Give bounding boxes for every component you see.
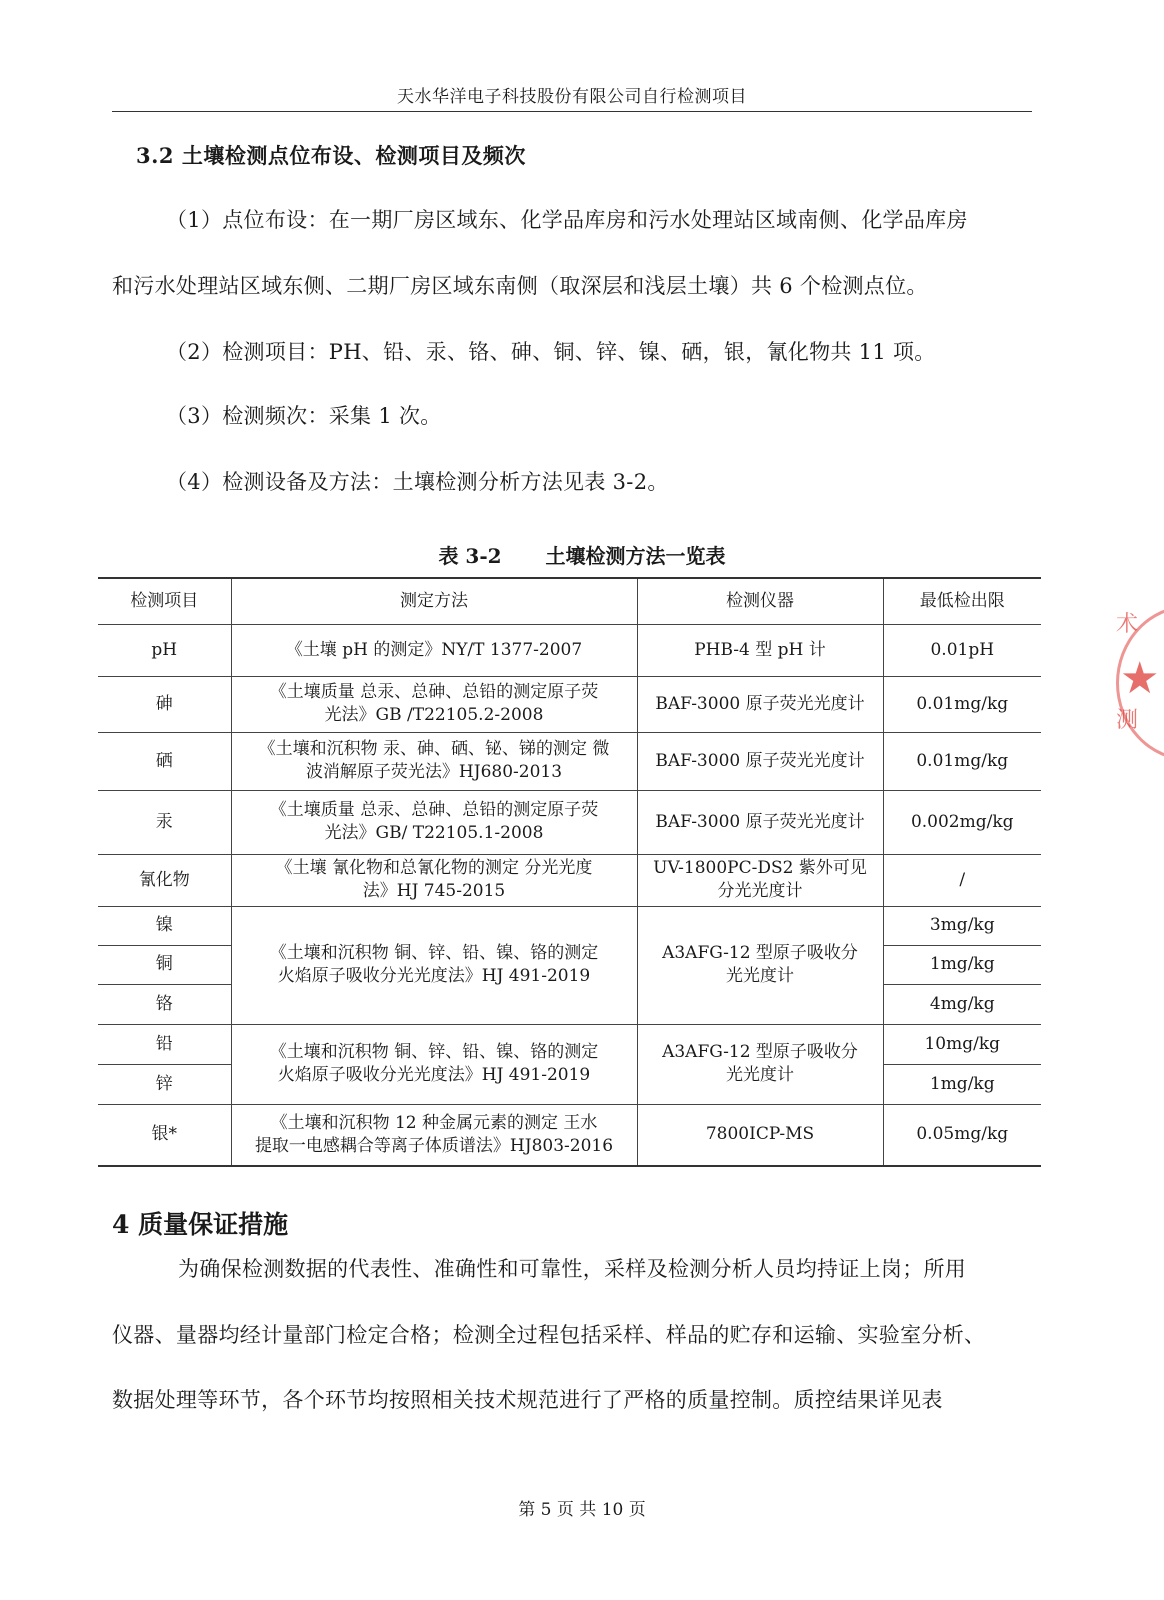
official-seal-stamp: [1110, 595, 1164, 765]
qa-paragraph-line-1: 为确保检测数据的代表性、准确性和可靠性，采样及检测分析人员均持证上岗；所用: [178, 1257, 967, 1281]
instrument-line: 分光光度计: [717, 881, 803, 901]
header-method: 测定方法: [231, 578, 637, 624]
cell-instrument: [637, 906, 883, 1024]
cell-method: [231, 790, 637, 854]
method-line: 《土壤和沉积物 汞、砷、硒、铋、锑的测定 微: [258, 739, 610, 759]
cell-method: [231, 732, 637, 790]
seal-star-icon: ★: [1120, 653, 1160, 704]
qa-paragraph-line-2: 仪器、量器均经计量部门检定合格；检测全过程包括采样、样品的贮存和运输、实验室分析、: [112, 1323, 986, 1347]
method-line: 法》HJ 745-2015: [362, 881, 506, 901]
header-limit: 最低检出限: [883, 578, 1041, 624]
method-line: 《土壤和沉积物 12 种金属元素的测定 王水: [270, 1112, 598, 1133]
soil-methods-table: [98, 577, 1041, 1167]
seal-char-top: 术: [1116, 612, 1139, 637]
paragraph-2: （2）检测项目：PH、铅、汞、铬、砷、铜、锌、镍、硒，银，氰化物共 11 项。: [166, 340, 936, 364]
cell-item: 氰化物: [98, 854, 231, 906]
method-line: 光法》GB/ T22105.1-2008: [324, 823, 544, 843]
method-line: 《土壤和沉积物 铜、锌、铅、镍、铬的测定: [269, 1042, 599, 1062]
cell-limit: 4mg/kg: [883, 984, 1041, 1024]
table-row: [98, 1024, 1041, 1064]
table-row: [98, 790, 1041, 854]
cell-limit: 0.05mg/kg: [883, 1104, 1041, 1166]
page-footer: 第 5 页 共 10 页: [518, 1500, 646, 1520]
cell-limit: 1mg/kg: [883, 945, 1041, 984]
instrument-line: 光光度计: [726, 1065, 794, 1085]
header-instrument: 检测仪器: [637, 578, 883, 624]
cell-item: 铜: [98, 945, 231, 984]
cell-method: [231, 1104, 637, 1166]
cell-instrument: [637, 1024, 883, 1104]
cell-limit: 0.01pH: [883, 624, 1041, 676]
instrument-line: 光光度计: [726, 966, 794, 986]
cell-instrument: PHB-4 型 pH 计: [637, 624, 883, 676]
cell-item: 铅: [98, 1024, 231, 1064]
table-row: [98, 906, 1041, 945]
table-caption: [0, 540, 1164, 569]
method-line: 火焰原子吸收分光光度法》HJ 491-2019: [277, 1065, 591, 1085]
cell-method: [231, 676, 637, 732]
table-caption-title: 土壤检测方法一览表: [545, 544, 726, 568]
header-item: 检测项目: [98, 578, 231, 624]
cell-limit: 1mg/kg: [883, 1064, 1041, 1104]
method-line: 《土壤质量 总汞、总砷、总铅的测定原子荧: [269, 682, 599, 702]
method-line: 《土壤 氰化物和总氰化物的测定 分光光度: [275, 858, 593, 878]
cell-limit: 0.01mg/kg: [883, 676, 1041, 732]
cell-instrument: 7800ICP-MS: [637, 1104, 883, 1166]
cell-item: 镍: [98, 906, 231, 945]
cell-instrument: BAF-3000 原子荧光光度计: [637, 790, 883, 854]
method-line: 提取一电感耦合等离子体质谱法》HJ803-2016: [254, 1135, 614, 1156]
cell-item: 硒: [98, 732, 231, 790]
section-heading: 3.2 土壤检测点位布设、检测项目及频次: [136, 143, 526, 168]
paragraph-4: （4）检测设备及方法：土壤检测分析方法见表 3-2。: [166, 470, 669, 494]
method-line: 《土壤和沉积物 铜、锌、铅、镍、铬的测定: [269, 943, 599, 963]
cell-method: 《土壤 pH 的测定》NY/T 1377-2007: [231, 624, 637, 676]
table-row: [98, 854, 1041, 906]
instrument-line: UV-1800PC-DS2 紫外可见: [653, 858, 867, 878]
cell-item: 汞: [98, 790, 231, 854]
cell-item: 砷: [98, 676, 231, 732]
cell-instrument: [637, 854, 883, 906]
table-row: [98, 732, 1041, 790]
cell-item: 银*: [98, 1104, 231, 1166]
cell-limit: 0.002mg/kg: [883, 790, 1041, 854]
instrument-line: A3AFG-12 型原子吸收分: [662, 943, 858, 963]
cell-limit: 10mg/kg: [883, 1024, 1041, 1064]
qa-heading: 4 质量保证措施: [112, 1210, 289, 1239]
paragraph-3: （3）检测频次：采集 1 次。: [166, 404, 442, 428]
cell-limit: 0.01mg/kg: [883, 732, 1041, 790]
cell-limit: 3mg/kg: [883, 906, 1041, 945]
table-header-row: [98, 578, 1041, 624]
qa-paragraph-line-3: 数据处理等环节，各个环节均按照相关技术规范进行了严格的质量控制。质控结果详见表: [112, 1388, 943, 1412]
method-line: 光法》GB /T22105.2-2008: [324, 705, 544, 725]
method-line: 《土壤质量 总汞、总砷、总铅的测定原子荧: [269, 800, 599, 820]
instrument-line: A3AFG-12 型原子吸收分: [662, 1042, 858, 1062]
table-row: [98, 676, 1041, 732]
cell-method: [231, 854, 637, 906]
method-line: 波消解原子荧光法》HJ680-2013: [305, 762, 563, 782]
page-header: 天水华洋电子科技股份有限公司自行检测项目: [112, 82, 1032, 112]
paragraph-1-line-1: （1）点位布设：在一期厂房区域东、化学品库房和污水处理站区域南侧、化学品库房: [166, 208, 968, 232]
cell-instrument: BAF-3000 原子荧光光度计: [637, 676, 883, 732]
cell-item: 铬: [98, 984, 231, 1024]
table-row: [98, 624, 1041, 676]
method-line: 火焰原子吸收分光光度法》HJ 491-2019: [277, 966, 591, 986]
cell-item: pH: [98, 624, 231, 676]
cell-method: [231, 1024, 637, 1104]
seal-char-bottom: 测: [1116, 708, 1139, 733]
cell-item: 锌: [98, 1064, 231, 1104]
table-row: [98, 1104, 1041, 1166]
cell-limit: /: [883, 854, 1041, 906]
cell-instrument: BAF-3000 原子荧光光度计: [637, 732, 883, 790]
cell-method: [231, 906, 637, 1024]
paragraph-1-line-2: 和污水处理站区域东侧、二期厂房区域东南侧（取深层和浅层土壤）共 6 个检测点位。: [112, 274, 928, 298]
table-caption-number: 表 3-2: [438, 544, 502, 568]
